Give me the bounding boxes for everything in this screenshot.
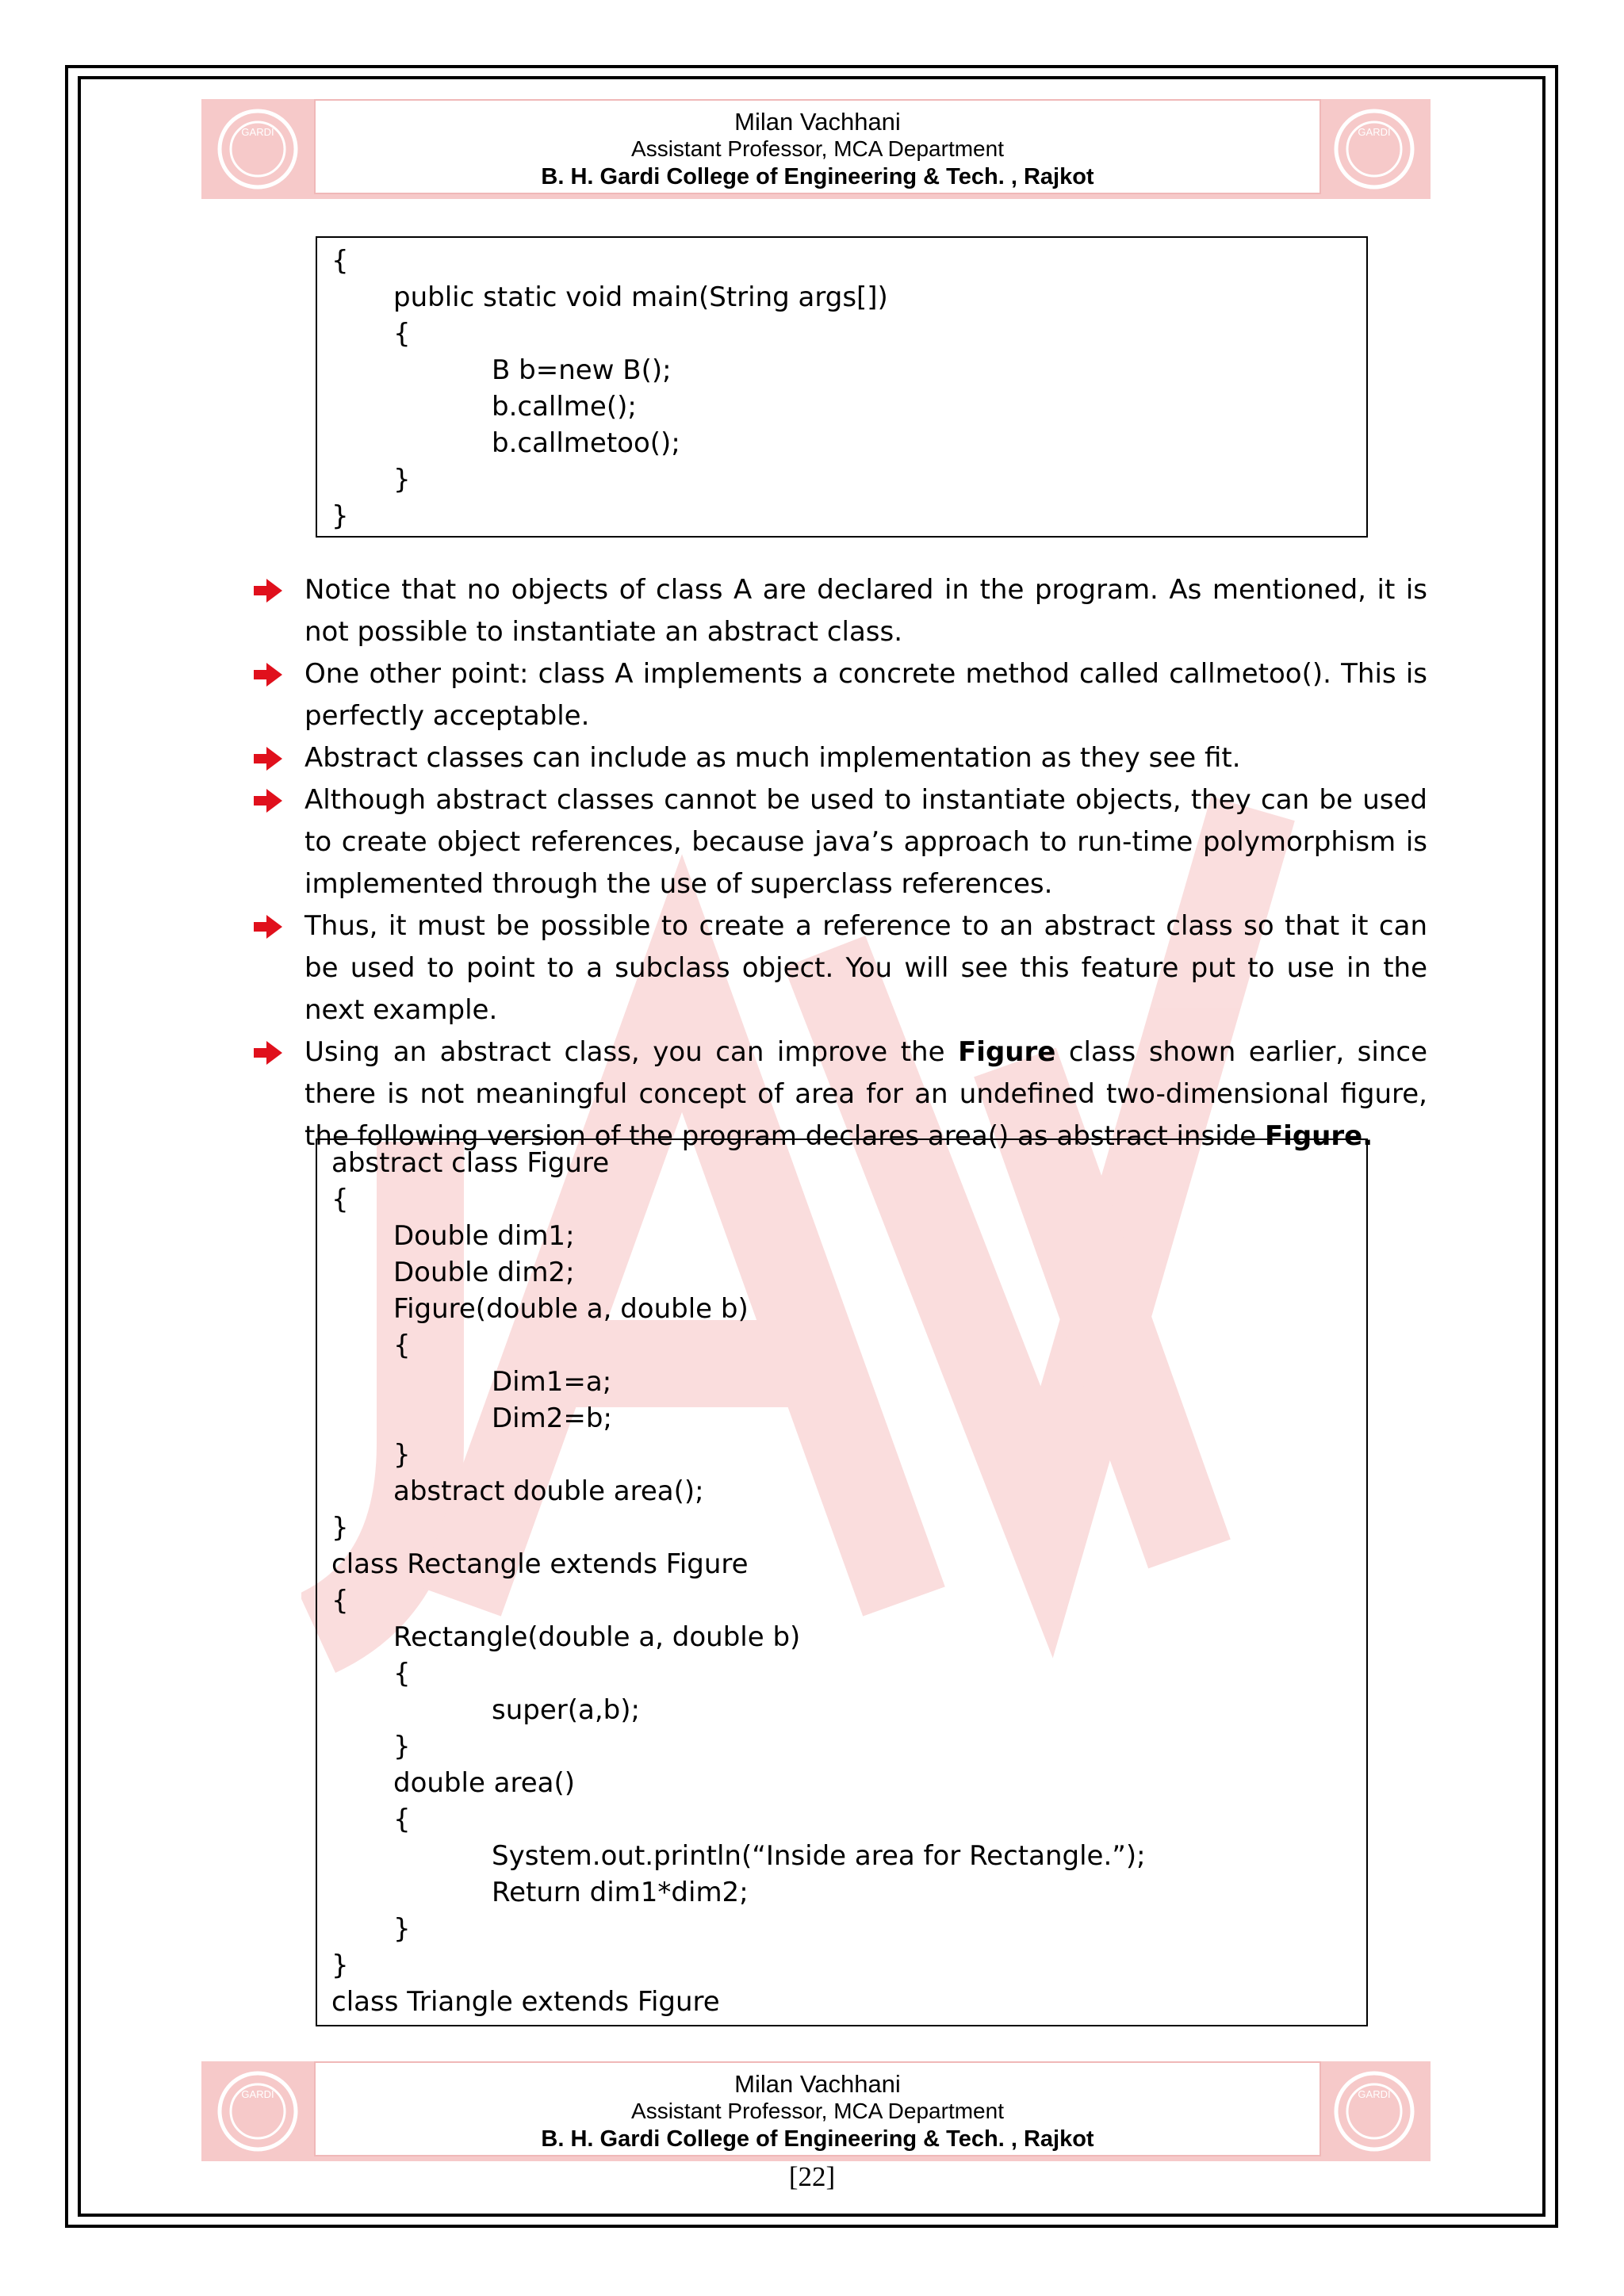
code-line: B b=new B();	[492, 354, 672, 386]
code-line: Rectangle(double a, double b)	[393, 1621, 801, 1653]
college-logo-icon	[1331, 105, 1418, 193]
code-line: Return dim1*dim2;	[492, 1877, 749, 1908]
code-line: }	[331, 1512, 349, 1544]
arrow-bullet-icon	[254, 1041, 282, 1065]
footer-college: B. H. Gardi College of Engineering & Tech. , Rajkot	[541, 2126, 1094, 2152]
code-line: {	[393, 318, 411, 350]
header-name: Milan Vachhani	[734, 108, 901, 136]
code-line: double area()	[393, 1767, 576, 1799]
bullet-list	[254, 569, 1427, 1158]
code-block-figure	[316, 1138, 1368, 2026]
code-line: public static void main(String args[])	[393, 281, 888, 313]
code-line: {	[331, 1184, 349, 1215]
code-line: Dim1=a;	[492, 1366, 612, 1398]
code-line: }	[393, 1439, 411, 1471]
arrow-bullet-icon	[254, 747, 282, 771]
bullet-item: One other point: class A implements a concrete method called callmetoo(). This is perfectly acceptable.	[254, 653, 1427, 737]
code-line: }	[393, 1731, 411, 1762]
code-block-main	[316, 236, 1368, 538]
college-logo-icon	[214, 2068, 301, 2155]
code-line: Double dim1;	[393, 1220, 575, 1252]
code-line: class Rectangle extends Figure	[331, 1548, 749, 1580]
code-line: super(a,b);	[492, 1694, 640, 1726]
code-line: Double dim2;	[393, 1257, 575, 1288]
bullet-item: Using an abstract class, you can improve the Figure class shown earlier, since there is not meaningful concept of area for an undefined two-dimensional figure, the following version of the program declares area() as abstract inside Figure.	[254, 1031, 1427, 1158]
code-line: System.out.println(“Inside area for Rectangle.”);	[492, 1840, 1146, 1872]
code-line: abstract double area();	[393, 1475, 704, 1507]
svg-text:GARDI: GARDI	[1358, 126, 1391, 138]
code-line: {	[331, 1585, 349, 1617]
code-line: }	[331, 1950, 349, 1981]
bullet-item: Thus, it must be possible to create a reference to an abstract class so that it can be used to point to a subclass object. You will see this feature put to use in the next example.	[254, 905, 1427, 1031]
arrow-bullet-icon	[254, 789, 282, 813]
code-line: {	[393, 1658, 411, 1689]
code-line: b.callme();	[492, 391, 637, 423]
code-line: {	[393, 1330, 411, 1361]
code-line: Dim2=b;	[492, 1402, 612, 1434]
code-line: }	[393, 464, 411, 496]
code-line: class Triangle extends Figure	[331, 1986, 720, 2018]
college-logo-icon	[214, 105, 301, 193]
svg-text:GARDI: GARDI	[241, 2088, 274, 2100]
header-role: Assistant Professor, MCA Department	[631, 136, 1004, 161]
arrow-bullet-icon	[254, 579, 282, 603]
bullet-item: Notice that no objects of class A are declared in the program. As mentioned, it is not possible to instantiate an abstract class.	[254, 569, 1427, 653]
bullet-item: Although abstract classes cannot be used to instantiate objects, they can be used to create object references, because java’s approach to run-time polymorphism is implemented through the use of superclass references.	[254, 779, 1427, 905]
code-line: abstract class Figure	[331, 1147, 610, 1179]
code-line: }	[331, 500, 349, 532]
footer-role: Assistant Professor, MCA Department	[631, 2099, 1004, 2123]
bullet-item: Abstract classes can include as much implementation as they see fit.	[254, 737, 1427, 779]
code-line: }	[393, 1913, 411, 1945]
code-line: b.callmetoo();	[492, 427, 680, 459]
arrow-bullet-icon	[254, 915, 282, 939]
footer-name: Milan Vachhani	[734, 2070, 901, 2098]
code-line: Figure(double a, double b)	[393, 1293, 749, 1325]
svg-text:GARDI: GARDI	[1358, 2088, 1391, 2100]
code-line: {	[393, 1804, 411, 1835]
svg-text:GARDI: GARDI	[241, 126, 274, 138]
code-line: {	[331, 245, 349, 277]
arrow-bullet-icon	[254, 663, 282, 687]
header-college: B. H. Gardi College of Engineering & Tech. , Rajkot	[541, 164, 1094, 189]
page-number: [22]	[788, 2161, 836, 2192]
college-logo-icon	[1331, 2068, 1418, 2155]
page-header	[201, 99, 1431, 199]
page-footer	[201, 2061, 1431, 2161]
